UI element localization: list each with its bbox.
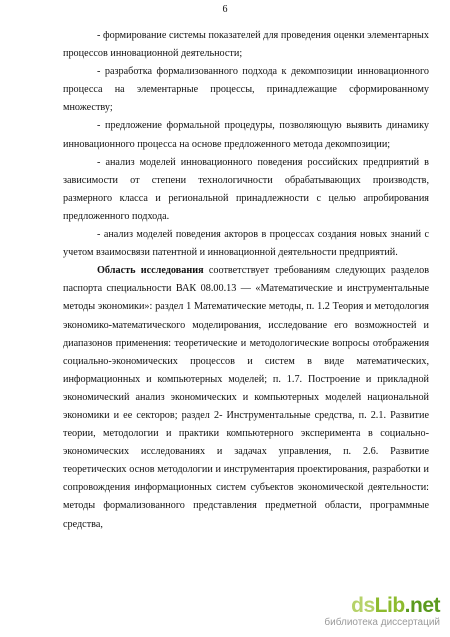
watermark-logo-part: .net [404, 594, 440, 617]
paragraph-text: - формирование системы показателей для проведения оценки элементарных процессов инновационной деятельности; [63, 30, 429, 60]
paragraph-text: - анализ моделей поведения акторов в процессах создания новых знаний с учетом взаимосвязи патентной и инновационной деятельности предприятий. [63, 229, 429, 259]
paragraph [63, 262, 429, 533]
paragraph [63, 154, 429, 226]
paragraph-text: - предложение формальной процедуры, позволяющую выявить динамику инновационного процесса на основе предложенного метода декомпозиции; [63, 120, 429, 150]
paragraph [63, 63, 429, 117]
watermark-logo-part: Lib [374, 594, 405, 617]
paragraph [63, 226, 429, 262]
paragraph-text: - анализ моделей инновационного поведения российских предприятий в зависимости от степени технологичности обрабатывающих производств, размерного класса и региональной принадлежности с целью апробирования предложенного подхода. [63, 156, 429, 222]
paragraph [63, 117, 429, 153]
paragraph-text: - разработка формализованного подхода к декомпозиции инновационного процесса на элементарные процессы, принадлежащие сформированному множеству; [63, 66, 429, 114]
paragraph-bold-lead: Область исследования [97, 265, 204, 277]
page-number: 6 [222, 4, 228, 15]
paragraph [63, 27, 429, 63]
watermark [320, 595, 440, 629]
watermark-logo-part: ds [351, 594, 375, 617]
document-body [63, 27, 429, 534]
watermark-subtitle: библиотека диссертаций [324, 617, 440, 628]
watermark-logo [320, 595, 440, 617]
paragraph-text: соответствует требованиям следующих разделов паспорта специальности ВАК 08.00.13 — «Математические и инструментальные методы экономики»: раздел 1 Математические методы, п. 1.2 Теория и методология экономико-математического моделирования, исследование его возможностей и диапазонов применения: теоретические и методологические вопросы отображения социально-экономических процессов и систем в виде математических, информационных и компьютерных моделей; п. 1.7. Построение и прикладной экономический анализ экономических и компьютерных моделей национальной экономики и ее секторов; раздел 2- Инструментальные средства, п. 2.1. Развитие теории, методологии и практики компьютерного эксперимента в социально-экономических исследованиях и задачах управления, п. 2.6. Развитие теоретических основ методологии и инструментария проектирования, разработки и сопровождения информационных систем субъектов экономической деятельности: методы формализованного представления предметной области, программные средства, [63, 265, 430, 530]
